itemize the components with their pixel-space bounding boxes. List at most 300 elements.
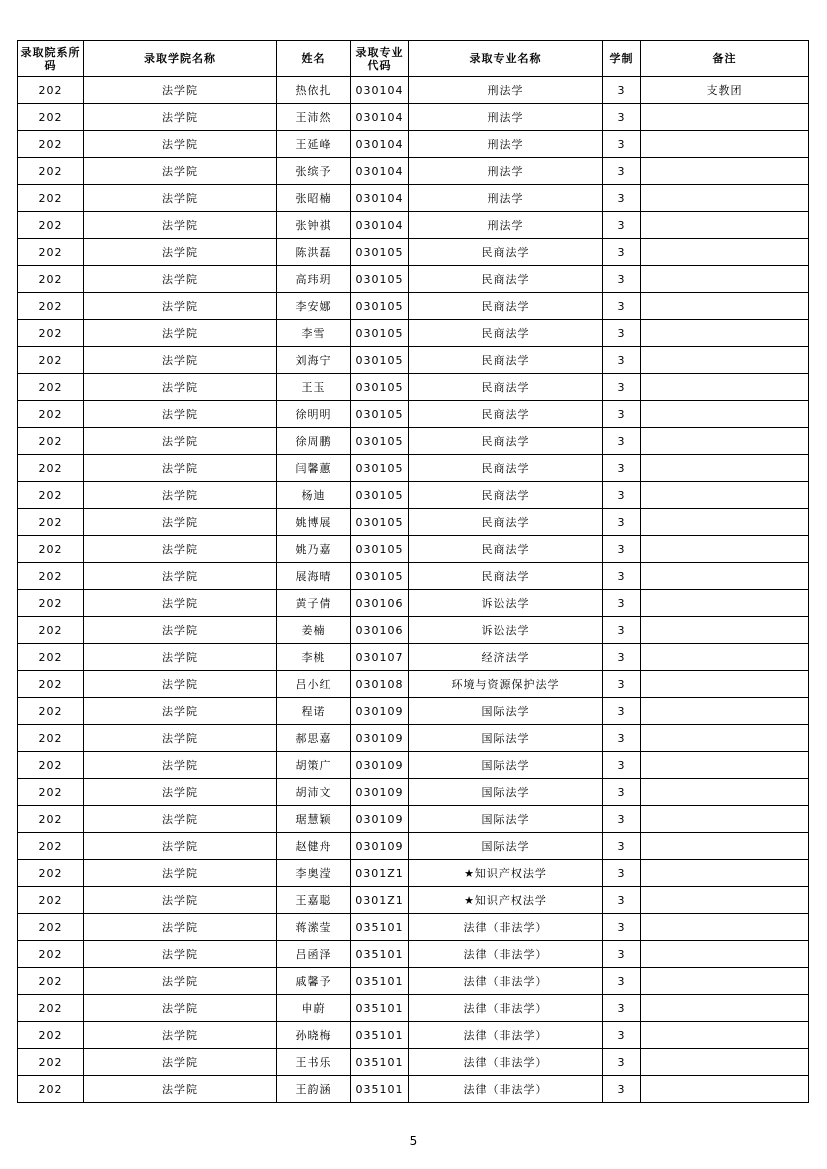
table-row (18, 158, 809, 185)
college-name-cell: 法学院 (84, 590, 277, 617)
remarks-cell (641, 617, 809, 644)
major-name-cell: ★知识产权法学 (409, 887, 603, 914)
remarks-cell (641, 293, 809, 320)
major-name-cell: 环境与资源保护法学 (409, 671, 603, 698)
major-code-cell: 0301Z1 (351, 887, 409, 914)
study-years-cell: 3 (603, 968, 641, 995)
major-code-cell: 030104 (351, 185, 409, 212)
dept-code-cell: 202 (18, 1022, 84, 1049)
major-name-cell: 民商法学 (409, 293, 603, 320)
header-college-name: 录取学院名称 (84, 41, 277, 77)
dept-code-cell: 202 (18, 671, 84, 698)
major-name-cell: 诉讼法学 (409, 617, 603, 644)
remarks-cell (641, 509, 809, 536)
student-name-cell: 徐周鹏 (277, 428, 351, 455)
table-row (18, 428, 809, 455)
header-remarks: 备注 (641, 41, 809, 77)
major-name-cell: 民商法学 (409, 482, 603, 509)
table-row (18, 482, 809, 509)
remarks-cell (641, 1049, 809, 1076)
student-name-cell: 戚馨予 (277, 968, 351, 995)
dept-code-cell: 202 (18, 482, 84, 509)
major-code-cell: 030105 (351, 455, 409, 482)
dept-code-cell: 202 (18, 941, 84, 968)
header-row (18, 41, 809, 77)
college-name-cell: 法学院 (84, 563, 277, 590)
header-study-years: 学制 (603, 41, 641, 77)
college-name-cell: 法学院 (84, 617, 277, 644)
table-row (18, 239, 809, 266)
table-row (18, 77, 809, 104)
table-row (18, 563, 809, 590)
remarks-cell (641, 671, 809, 698)
college-name-cell: 法学院 (84, 1022, 277, 1049)
major-code-cell: 030105 (351, 374, 409, 401)
table-row (18, 347, 809, 374)
study-years-cell: 3 (603, 401, 641, 428)
dept-code-cell: 202 (18, 347, 84, 374)
remarks-cell (641, 347, 809, 374)
major-name-cell: 国际法学 (409, 833, 603, 860)
student-name-cell: 李雪 (277, 320, 351, 347)
dept-code-cell: 202 (18, 104, 84, 131)
table-row (18, 536, 809, 563)
college-name-cell: 法学院 (84, 347, 277, 374)
student-name-cell: 姚乃嘉 (277, 536, 351, 563)
table-row (18, 1022, 809, 1049)
table-row (18, 212, 809, 239)
remarks-cell (641, 131, 809, 158)
dept-code-cell: 202 (18, 320, 84, 347)
remarks-cell (641, 860, 809, 887)
study-years-cell: 3 (603, 293, 641, 320)
dept-code-cell: 202 (18, 1076, 84, 1103)
study-years-cell: 3 (603, 239, 641, 266)
student-name-cell: 展海晴 (277, 563, 351, 590)
study-years-cell: 3 (603, 77, 641, 104)
table-row (18, 131, 809, 158)
major-name-cell: 民商法学 (409, 401, 603, 428)
major-name-cell: 民商法学 (409, 374, 603, 401)
dept-code-cell: 202 (18, 590, 84, 617)
table-row (18, 617, 809, 644)
table-row (18, 914, 809, 941)
major-code-cell: 0301Z1 (351, 860, 409, 887)
dept-code-cell: 202 (18, 563, 84, 590)
major-code-cell: 030104 (351, 212, 409, 239)
table-row (18, 266, 809, 293)
dept-code-cell: 202 (18, 617, 84, 644)
major-name-cell: 法律（非法学） (409, 914, 603, 941)
college-name-cell: 法学院 (84, 239, 277, 266)
major-code-cell: 030105 (351, 428, 409, 455)
major-code-cell: 030106 (351, 590, 409, 617)
student-name-cell: 申蔚 (277, 995, 351, 1022)
study-years-cell: 3 (603, 320, 641, 347)
remarks-cell (641, 644, 809, 671)
college-name-cell: 法学院 (84, 374, 277, 401)
major-name-cell: 法律（非法学） (409, 968, 603, 995)
dept-code-cell: 202 (18, 509, 84, 536)
major-name-cell: 法律（非法学） (409, 1076, 603, 1103)
study-years-cell: 3 (603, 779, 641, 806)
student-name-cell: 赵健舟 (277, 833, 351, 860)
major-name-cell: 法律（非法学） (409, 1049, 603, 1076)
student-name-cell: 王嘉聪 (277, 887, 351, 914)
student-name-cell: 孙晓梅 (277, 1022, 351, 1049)
table-row (18, 968, 809, 995)
dept-code-cell: 202 (18, 725, 84, 752)
table-row (18, 644, 809, 671)
major-name-cell: 民商法学 (409, 320, 603, 347)
remarks-cell: 支教团 (641, 77, 809, 104)
major-name-cell: 刑法学 (409, 77, 603, 104)
major-name-cell: 刑法学 (409, 185, 603, 212)
college-name-cell: 法学院 (84, 1049, 277, 1076)
major-code-cell: 035101 (351, 968, 409, 995)
remarks-cell (641, 833, 809, 860)
major-name-cell: 诉讼法学 (409, 590, 603, 617)
major-code-cell: 030109 (351, 806, 409, 833)
major-code-cell: 030105 (351, 266, 409, 293)
study-years-cell: 3 (603, 536, 641, 563)
dept-code-cell: 202 (18, 428, 84, 455)
table-row (18, 374, 809, 401)
student-name-cell: 黄子倩 (277, 590, 351, 617)
college-name-cell: 法学院 (84, 428, 277, 455)
major-name-cell: 国际法学 (409, 752, 603, 779)
major-code-cell: 030108 (351, 671, 409, 698)
student-name-cell: 李奥滢 (277, 860, 351, 887)
major-code-cell: 030109 (351, 698, 409, 725)
college-name-cell: 法学院 (84, 131, 277, 158)
major-code-cell: 030104 (351, 77, 409, 104)
study-years-cell: 3 (603, 617, 641, 644)
student-name-cell: 李桃 (277, 644, 351, 671)
remarks-cell (641, 752, 809, 779)
study-years-cell: 3 (603, 158, 641, 185)
major-name-cell: 国际法学 (409, 698, 603, 725)
student-name-cell: 蒋潆莹 (277, 914, 351, 941)
major-code-cell: 030106 (351, 617, 409, 644)
remarks-cell (641, 806, 809, 833)
dept-code-cell: 202 (18, 77, 84, 104)
table-body (18, 77, 809, 1103)
college-name-cell: 法学院 (84, 698, 277, 725)
student-name-cell: 程诺 (277, 698, 351, 725)
college-name-cell: 法学院 (84, 914, 277, 941)
table-row (18, 455, 809, 482)
table-row (18, 185, 809, 212)
study-years-cell: 3 (603, 563, 641, 590)
college-name-cell: 法学院 (84, 941, 277, 968)
remarks-cell (641, 266, 809, 293)
table-row (18, 104, 809, 131)
dept-code-cell: 202 (18, 779, 84, 806)
student-name-cell: 热依扎 (277, 77, 351, 104)
student-name-cell: 姚博展 (277, 509, 351, 536)
dept-code-cell: 202 (18, 293, 84, 320)
study-years-cell: 3 (603, 104, 641, 131)
table-row (18, 590, 809, 617)
student-name-cell: 姜楠 (277, 617, 351, 644)
remarks-cell (641, 428, 809, 455)
study-years-cell: 3 (603, 428, 641, 455)
study-years-cell: 3 (603, 590, 641, 617)
study-years-cell: 3 (603, 725, 641, 752)
dept-code-cell: 202 (18, 455, 84, 482)
remarks-cell (641, 455, 809, 482)
college-name-cell: 法学院 (84, 185, 277, 212)
major-code-cell: 030109 (351, 725, 409, 752)
major-code-cell: 030107 (351, 644, 409, 671)
student-name-cell: 王延峰 (277, 131, 351, 158)
table-row (18, 698, 809, 725)
study-years-cell: 3 (603, 671, 641, 698)
major-code-cell: 030105 (351, 293, 409, 320)
remarks-cell (641, 914, 809, 941)
major-code-cell: 035101 (351, 1022, 409, 1049)
student-name-cell: 张钟祺 (277, 212, 351, 239)
remarks-cell (641, 320, 809, 347)
dept-code-cell: 202 (18, 860, 84, 887)
table-row (18, 887, 809, 914)
major-name-cell: 刑法学 (409, 212, 603, 239)
college-name-cell: 法学院 (84, 212, 277, 239)
major-code-cell: 035101 (351, 941, 409, 968)
remarks-cell (641, 779, 809, 806)
remarks-cell (641, 590, 809, 617)
remarks-cell (641, 239, 809, 266)
dept-code-cell: 202 (18, 536, 84, 563)
remarks-cell (641, 968, 809, 995)
table-row (18, 509, 809, 536)
table-row (18, 806, 809, 833)
admission-table (17, 40, 809, 1103)
study-years-cell: 3 (603, 644, 641, 671)
major-name-cell: 民商法学 (409, 536, 603, 563)
header-dept-code: 录取院系所码 (18, 41, 84, 77)
table-row (18, 779, 809, 806)
major-name-cell: 国际法学 (409, 725, 603, 752)
major-name-cell: 法律（非法学） (409, 995, 603, 1022)
college-name-cell: 法学院 (84, 1076, 277, 1103)
major-name-cell: 民商法学 (409, 239, 603, 266)
student-name-cell: 王玉 (277, 374, 351, 401)
remarks-cell (641, 401, 809, 428)
college-name-cell: 法学院 (84, 536, 277, 563)
study-years-cell: 3 (603, 914, 641, 941)
major-name-cell: 经济法学 (409, 644, 603, 671)
student-name-cell: 张昭楠 (277, 185, 351, 212)
college-name-cell: 法学院 (84, 995, 277, 1022)
student-name-cell: 胡策广 (277, 752, 351, 779)
major-name-cell: 民商法学 (409, 347, 603, 374)
major-code-cell: 035101 (351, 914, 409, 941)
college-name-cell: 法学院 (84, 482, 277, 509)
college-name-cell: 法学院 (84, 455, 277, 482)
major-code-cell: 030105 (351, 401, 409, 428)
table-row (18, 725, 809, 752)
college-name-cell: 法学院 (84, 104, 277, 131)
remarks-cell (641, 941, 809, 968)
major-name-cell: 民商法学 (409, 509, 603, 536)
header-student-name: 姓名 (277, 41, 351, 77)
dept-code-cell: 202 (18, 266, 84, 293)
table-row (18, 671, 809, 698)
study-years-cell: 3 (603, 860, 641, 887)
dept-code-cell: 202 (18, 239, 84, 266)
dept-code-cell: 202 (18, 968, 84, 995)
major-code-cell: 030104 (351, 131, 409, 158)
college-name-cell: 法学院 (84, 671, 277, 698)
student-name-cell: 闫馨蕙 (277, 455, 351, 482)
major-name-cell: 法律（非法学） (409, 941, 603, 968)
student-name-cell: 胡沛文 (277, 779, 351, 806)
major-code-cell: 030109 (351, 752, 409, 779)
remarks-cell (641, 104, 809, 131)
college-name-cell: 法学院 (84, 158, 277, 185)
college-name-cell: 法学院 (84, 968, 277, 995)
study-years-cell: 3 (603, 131, 641, 158)
study-years-cell: 3 (603, 455, 641, 482)
major-code-cell: 030105 (351, 347, 409, 374)
major-code-cell: 030109 (351, 779, 409, 806)
study-years-cell: 3 (603, 806, 641, 833)
college-name-cell: 法学院 (84, 266, 277, 293)
dept-code-cell: 202 (18, 887, 84, 914)
college-name-cell: 法学院 (84, 401, 277, 428)
major-name-cell: 民商法学 (409, 266, 603, 293)
student-name-cell: 刘海宁 (277, 347, 351, 374)
student-name-cell: 高玮玥 (277, 266, 351, 293)
college-name-cell: 法学院 (84, 806, 277, 833)
college-name-cell: 法学院 (84, 293, 277, 320)
major-name-cell: 刑法学 (409, 158, 603, 185)
dept-code-cell: 202 (18, 752, 84, 779)
table-row (18, 1049, 809, 1076)
dept-code-cell: 202 (18, 806, 84, 833)
student-name-cell: 吕函泽 (277, 941, 351, 968)
student-name-cell: 陈洪磊 (277, 239, 351, 266)
major-code-cell: 030104 (351, 158, 409, 185)
student-name-cell: 王书乐 (277, 1049, 351, 1076)
college-name-cell: 法学院 (84, 779, 277, 806)
major-name-cell: 法律（非法学） (409, 1022, 603, 1049)
major-name-cell: 刑法学 (409, 104, 603, 131)
student-name-cell: 张缤予 (277, 158, 351, 185)
major-code-cell: 030105 (351, 482, 409, 509)
college-name-cell: 法学院 (84, 644, 277, 671)
major-name-cell: 民商法学 (409, 428, 603, 455)
major-name-cell: 民商法学 (409, 455, 603, 482)
major-name-cell: 刑法学 (409, 131, 603, 158)
remarks-cell (641, 185, 809, 212)
table-row (18, 752, 809, 779)
college-name-cell: 法学院 (84, 77, 277, 104)
dept-code-cell: 202 (18, 644, 84, 671)
remarks-cell (641, 212, 809, 239)
major-name-cell: ★知识产权法学 (409, 860, 603, 887)
remarks-cell (641, 374, 809, 401)
remarks-cell (641, 698, 809, 725)
college-name-cell: 法学院 (84, 860, 277, 887)
college-name-cell: 法学院 (84, 320, 277, 347)
dept-code-cell: 202 (18, 698, 84, 725)
major-name-cell: 国际法学 (409, 806, 603, 833)
remarks-cell (641, 725, 809, 752)
study-years-cell: 3 (603, 1022, 641, 1049)
major-code-cell: 030109 (351, 833, 409, 860)
student-name-cell: 郝思嘉 (277, 725, 351, 752)
college-name-cell: 法学院 (84, 509, 277, 536)
dept-code-cell: 202 (18, 185, 84, 212)
dept-code-cell: 202 (18, 401, 84, 428)
major-code-cell: 030105 (351, 320, 409, 347)
study-years-cell: 3 (603, 995, 641, 1022)
study-years-cell: 3 (603, 509, 641, 536)
college-name-cell: 法学院 (84, 833, 277, 860)
study-years-cell: 3 (603, 941, 641, 968)
major-name-cell: 国际法学 (409, 779, 603, 806)
major-code-cell: 035101 (351, 1049, 409, 1076)
student-name-cell: 王韵涵 (277, 1076, 351, 1103)
study-years-cell: 3 (603, 266, 641, 293)
study-years-cell: 3 (603, 1076, 641, 1103)
dept-code-cell: 202 (18, 833, 84, 860)
remarks-cell (641, 995, 809, 1022)
study-years-cell: 3 (603, 212, 641, 239)
dept-code-cell: 202 (18, 131, 84, 158)
student-name-cell: 琚慧颖 (277, 806, 351, 833)
dept-code-cell: 202 (18, 158, 84, 185)
table-row (18, 860, 809, 887)
table-row (18, 401, 809, 428)
college-name-cell: 法学院 (84, 725, 277, 752)
table-row (18, 833, 809, 860)
dept-code-cell: 202 (18, 914, 84, 941)
major-code-cell: 030104 (351, 104, 409, 131)
remarks-cell (641, 536, 809, 563)
remarks-cell (641, 887, 809, 914)
study-years-cell: 3 (603, 698, 641, 725)
student-name-cell: 杨迪 (277, 482, 351, 509)
college-name-cell: 法学院 (84, 887, 277, 914)
study-years-cell: 3 (603, 347, 641, 374)
study-years-cell: 3 (603, 1049, 641, 1076)
student-name-cell: 王沛然 (277, 104, 351, 131)
remarks-cell (641, 158, 809, 185)
header-major-name: 录取专业名称 (409, 41, 603, 77)
major-code-cell: 030105 (351, 509, 409, 536)
remarks-cell (641, 1076, 809, 1103)
college-name-cell: 法学院 (84, 752, 277, 779)
table-row (18, 320, 809, 347)
study-years-cell: 3 (603, 482, 641, 509)
study-years-cell: 3 (603, 833, 641, 860)
dept-code-cell: 202 (18, 995, 84, 1022)
student-name-cell: 李安娜 (277, 293, 351, 320)
header-major-code: 录取专业代码 (351, 41, 409, 77)
student-name-cell: 徐明明 (277, 401, 351, 428)
study-years-cell: 3 (603, 185, 641, 212)
study-years-cell: 3 (603, 374, 641, 401)
major-code-cell: 030105 (351, 536, 409, 563)
table-row (18, 1076, 809, 1103)
study-years-cell: 3 (603, 887, 641, 914)
dept-code-cell: 202 (18, 212, 84, 239)
table-row (18, 293, 809, 320)
